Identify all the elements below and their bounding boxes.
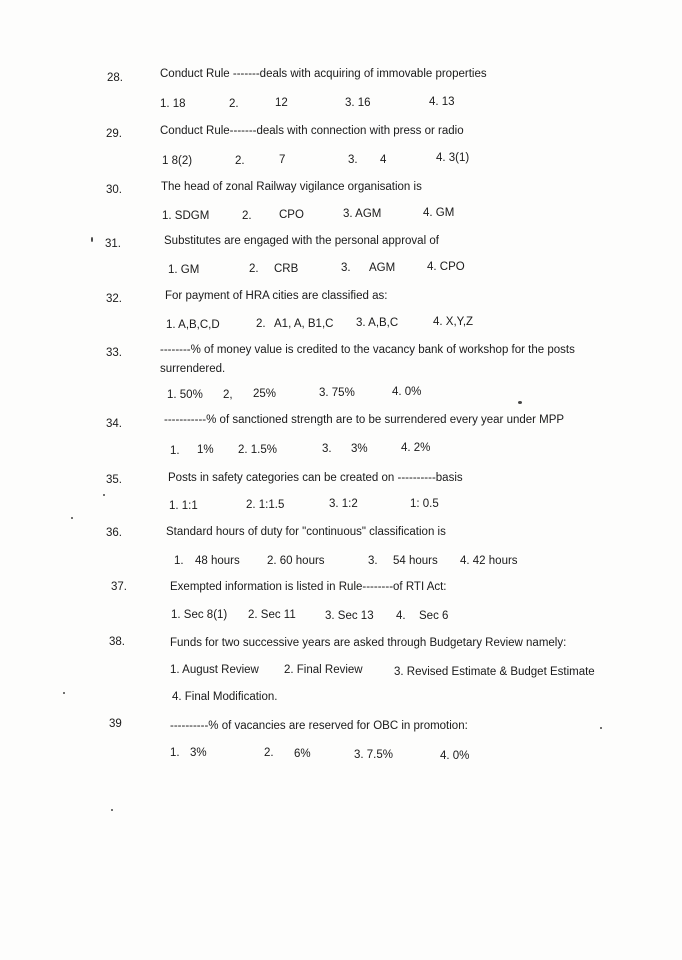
option: 1 8(2) bbox=[162, 155, 193, 167]
option: 3. 16 bbox=[345, 97, 371, 109]
question-text: ----------% of vacancies are reserved for OBC in promotion: bbox=[170, 720, 468, 732]
option: 3% bbox=[190, 747, 207, 759]
question-number: 33. bbox=[106, 347, 122, 359]
question-text: Substitutes are engaged with the personal approval of bbox=[164, 235, 439, 247]
scan-speck bbox=[63, 692, 65, 694]
option: 2. bbox=[229, 98, 239, 110]
question-number: 31. bbox=[105, 238, 121, 250]
question-number: 30. bbox=[106, 184, 122, 196]
question-number: 34. bbox=[106, 418, 122, 430]
option: 1. Sec 8(1) bbox=[171, 609, 228, 621]
option: 3% bbox=[351, 443, 368, 455]
option: 4. 2% bbox=[401, 442, 431, 454]
option: 4. bbox=[396, 610, 406, 622]
option: 2. Sec 11 bbox=[248, 609, 296, 621]
option: 3. A,B,C bbox=[356, 317, 399, 329]
question-number: 37. bbox=[111, 581, 127, 593]
option: 3. Revised Estimate & Budget Estimate bbox=[394, 666, 595, 678]
option: 25% bbox=[253, 388, 277, 400]
scan-speck bbox=[71, 517, 73, 519]
scan-speck bbox=[91, 237, 93, 242]
question-text: The head of zonal Railway vigilance organisation is bbox=[161, 181, 422, 193]
option: 3. 7.5% bbox=[354, 749, 393, 761]
option: 2. bbox=[242, 210, 252, 222]
option: 2. 1.5% bbox=[238, 444, 277, 456]
option: 4. GM bbox=[423, 207, 455, 219]
option: 1. SDGM bbox=[162, 210, 210, 222]
option: 54 hours bbox=[393, 555, 438, 567]
question-number: 28. bbox=[107, 72, 123, 84]
option: 1. bbox=[170, 747, 180, 759]
question-text: Funds for two successive years are asked through Budgetary Review namely: bbox=[170, 637, 567, 649]
option: 4 bbox=[380, 154, 387, 166]
option: 2. Final Review bbox=[284, 664, 363, 676]
question-number: 38. bbox=[109, 636, 125, 648]
scan-speck bbox=[103, 494, 105, 496]
option: 4. X,Y,Z bbox=[433, 316, 474, 328]
question-text: Conduct Rule-------deals with connection with press or radio bbox=[160, 125, 464, 137]
option: 1. A,B,C,D bbox=[166, 319, 220, 331]
question-text: -----------% of sanctioned strength are to be surrendered every year under MPP bbox=[164, 414, 565, 426]
question-number: 35. bbox=[106, 474, 122, 486]
option: 3. 1:2 bbox=[329, 498, 358, 510]
scan-speck bbox=[111, 809, 113, 811]
option: 4. 13 bbox=[429, 96, 455, 108]
option: 1. 18 bbox=[160, 98, 186, 110]
option: A1, A, B1,C bbox=[274, 318, 334, 330]
option: 4. 42 hours bbox=[460, 555, 518, 567]
option: 4. 3(1) bbox=[436, 152, 470, 164]
question-text: Exempted information is listed in Rule--------of RTI Act: bbox=[170, 581, 447, 593]
option: CPO bbox=[279, 209, 304, 221]
option: 12 bbox=[275, 97, 288, 109]
option: 3. bbox=[341, 262, 351, 274]
option: 4. 0% bbox=[440, 750, 470, 762]
option: 48 hours bbox=[195, 555, 240, 567]
option: AGM bbox=[369, 262, 396, 274]
option: 3. AGM bbox=[343, 208, 382, 220]
question-text: Posts in safety categories can be created on ----------basis bbox=[168, 472, 463, 484]
option: 1. bbox=[174, 555, 184, 567]
option: 2. 1:1.5 bbox=[246, 499, 285, 511]
option: 3. Sec 13 bbox=[325, 610, 374, 622]
option: 3. bbox=[348, 154, 358, 166]
option: 1: 0.5 bbox=[410, 498, 439, 510]
option: CRB bbox=[274, 263, 299, 275]
option: 1. GM bbox=[168, 264, 200, 276]
option: 3. bbox=[368, 555, 378, 567]
question-number: 29. bbox=[106, 128, 122, 140]
question-number: 36. bbox=[106, 527, 122, 539]
option: 2. bbox=[249, 263, 259, 275]
option: 6% bbox=[294, 748, 311, 760]
option: 3. bbox=[322, 443, 332, 455]
question-text: --------% of money value is credited to the vacancy bank of workshop for the posts surrendered. bbox=[160, 344, 575, 375]
scan-speck bbox=[600, 727, 602, 729]
question-number: 39 bbox=[109, 718, 122, 730]
option: 4. CPO bbox=[427, 261, 465, 273]
option: 1% bbox=[197, 444, 214, 456]
question-text: For payment of HRA cities are classified as: bbox=[165, 290, 388, 302]
option: Sec 6 bbox=[419, 610, 449, 622]
option: 1. 1:1 bbox=[169, 500, 198, 512]
option: 4. Final Modification. bbox=[172, 691, 278, 703]
option: 1. bbox=[170, 445, 180, 457]
option: 4. 0% bbox=[392, 386, 422, 398]
option: 2. 60 hours bbox=[267, 555, 325, 567]
scan-speck bbox=[518, 401, 522, 404]
option: 7 bbox=[279, 154, 286, 166]
option: 3. 75% bbox=[319, 387, 355, 399]
option: 1. 50% bbox=[167, 389, 203, 401]
option: 2, bbox=[223, 389, 233, 401]
option: 1. August Review bbox=[170, 664, 259, 676]
option: 2. bbox=[235, 155, 245, 167]
question-number: 32. bbox=[106, 293, 122, 305]
question-text: Standard hours of duty for "continuous" classification is bbox=[166, 526, 446, 538]
option: 2. bbox=[256, 318, 266, 330]
question-text: Conduct Rule -------deals with acquiring of immovable properties bbox=[160, 68, 487, 80]
option: 2. bbox=[264, 747, 274, 759]
